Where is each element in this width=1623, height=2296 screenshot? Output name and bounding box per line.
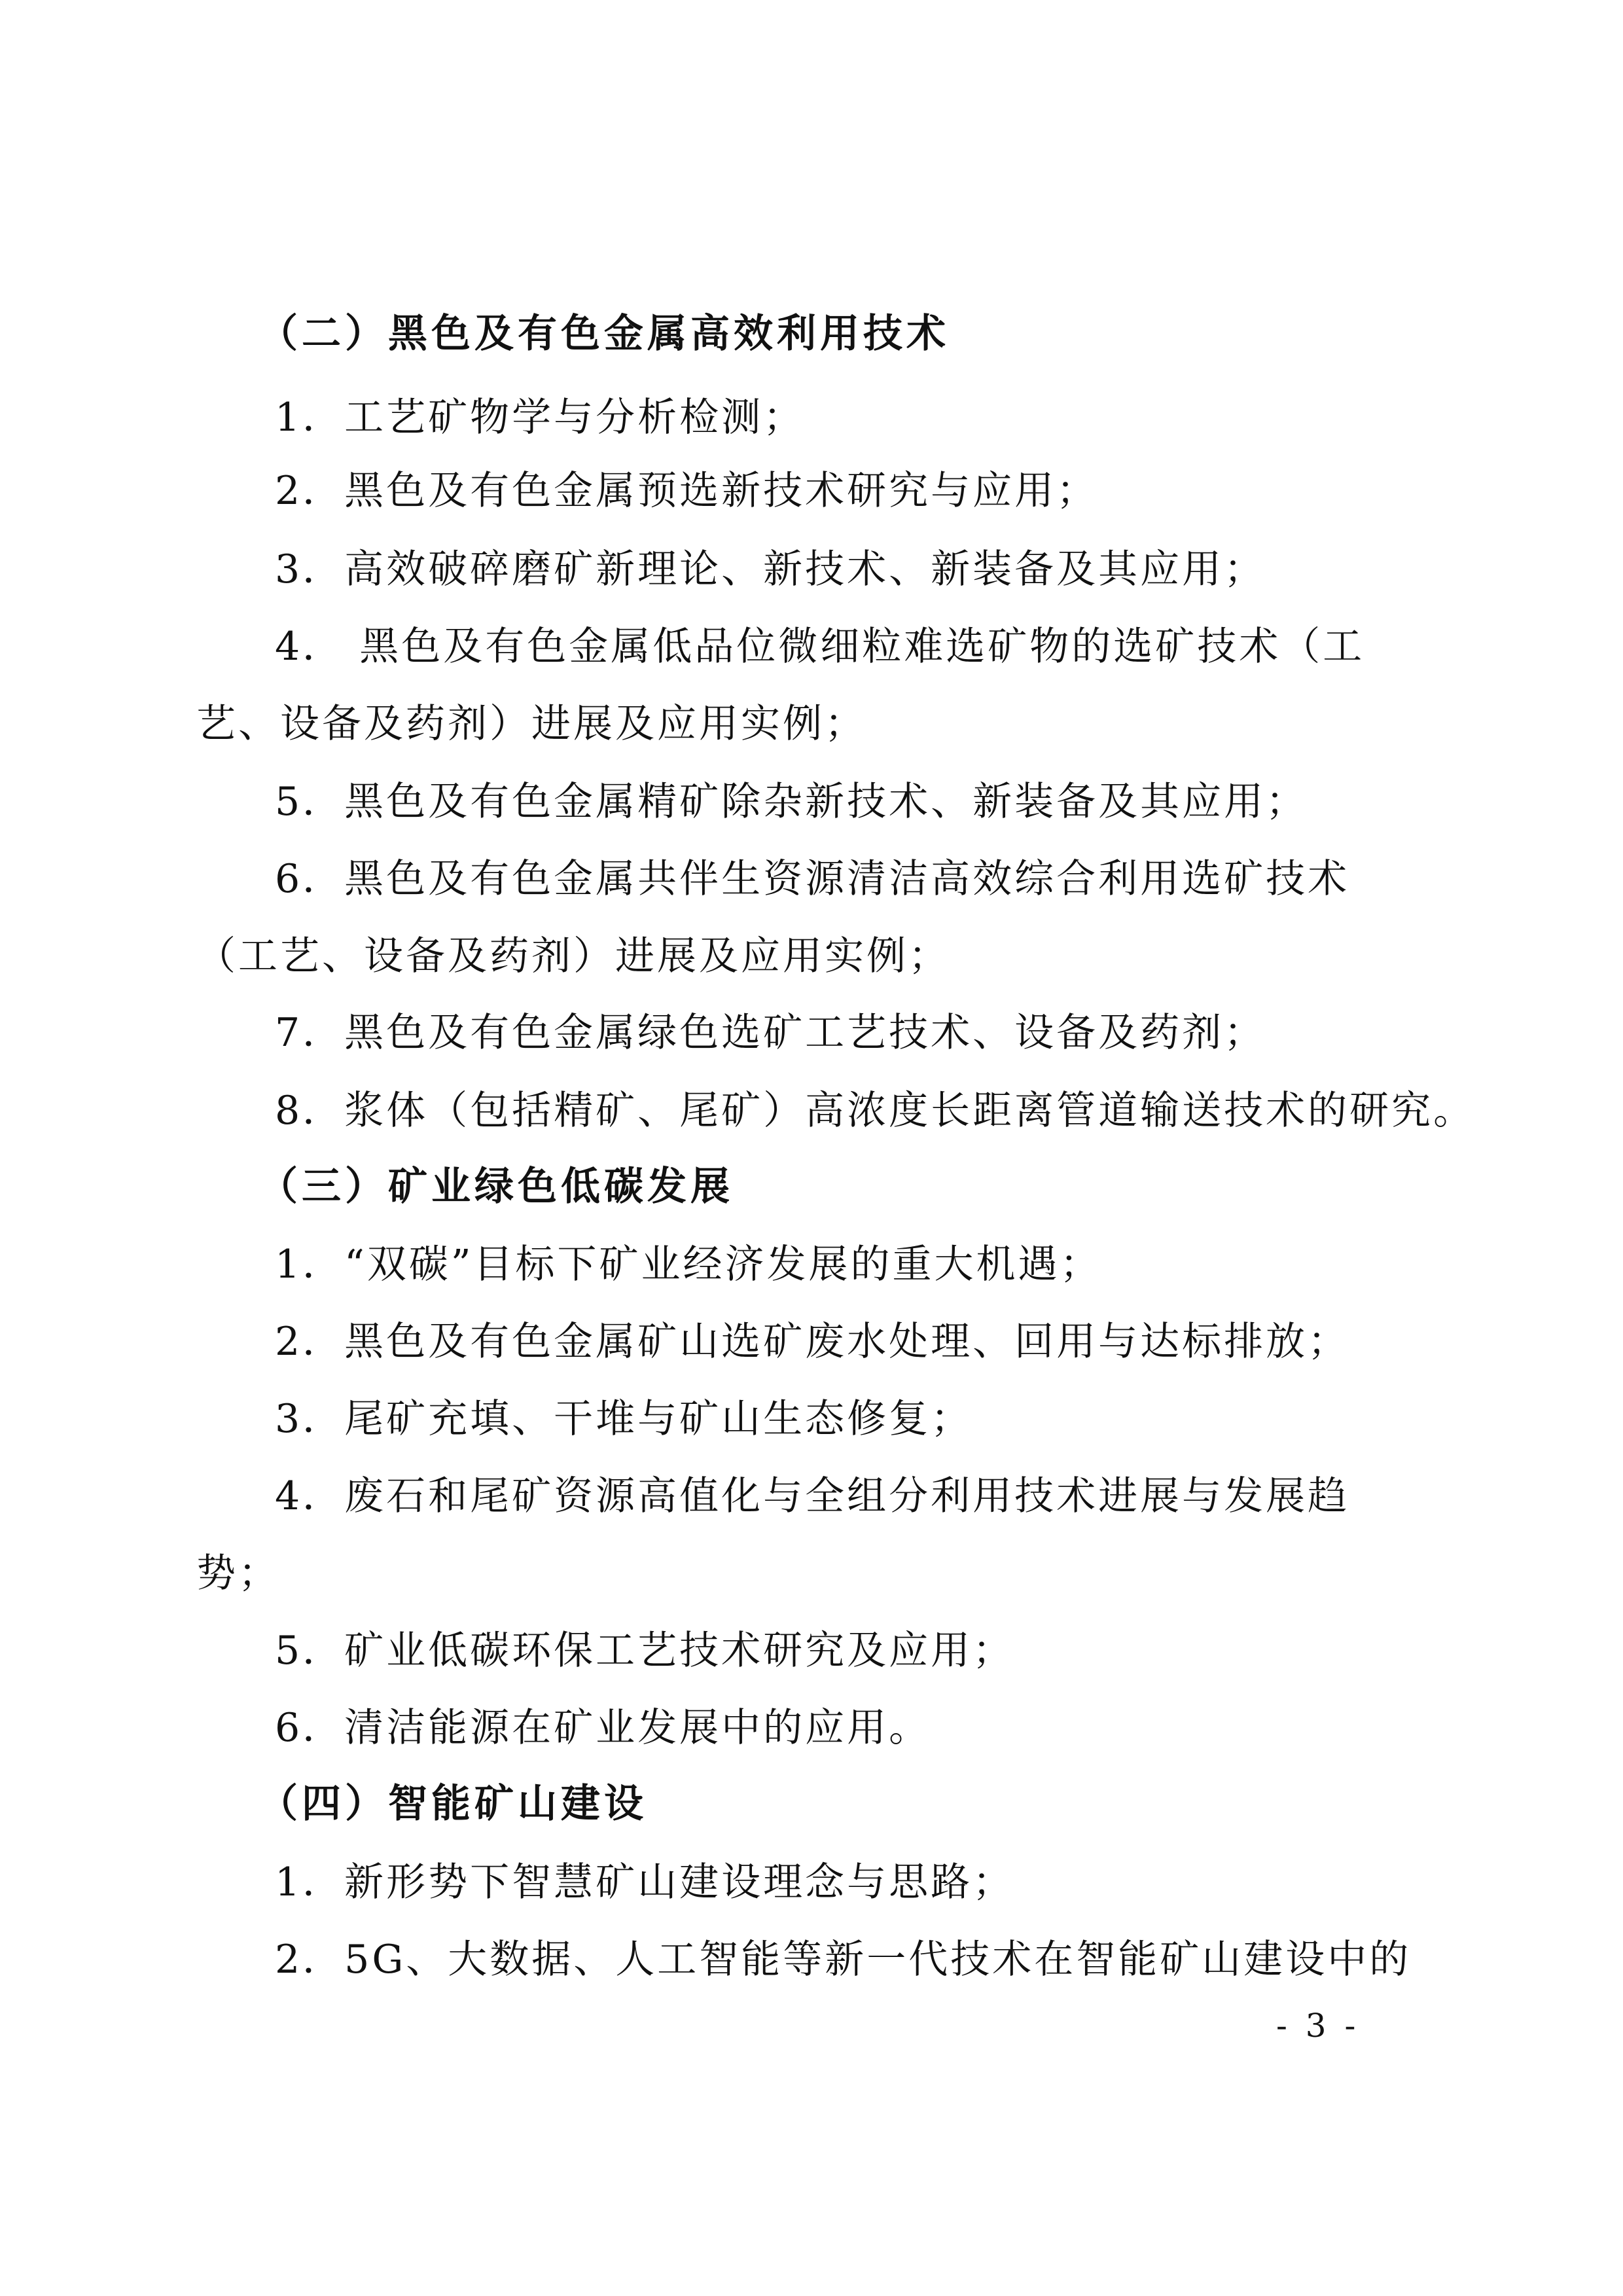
section-heading-3: （三）矿业绿色低碳发展 [259,1164,734,1210]
list-item: 5．矿业低碳环保工艺技术研究及应用； [275,1628,1015,1674]
list-item: 1．新形势下智慧矿山建设理念与思路； [275,1859,1015,1905]
list-item: 1．工艺矿物学与分析检测； [275,395,806,440]
list-item: 4． 黑色及有色金属低品位微细粒难选矿物的选矿技术（工 [275,624,1365,670]
section-heading-2: （二）黑色及有色金属高效利用技术 [259,311,950,357]
list-item: 6．黑色及有色金属共伴生资源清洁高效综合利用选矿技术 [275,856,1350,902]
list-item: 6．清洁能源在矿业发展中的应用。 [275,1705,931,1751]
list-item: 2．黑色及有色金属预选新技术研究与应用； [275,468,1099,514]
list-item-continuation: （工艺、设备及药剂）进展及应用实例； [196,933,950,979]
list-item-continuation: 艺、设备及药剂）进展及应用实例； [196,701,866,747]
page-number: - 3 - [1276,2007,1360,2045]
list-item: 2．5G、大数据、人工智能等新一代技术在智能矿山建设中的 [275,1937,1412,1982]
list-item: 2．黑色及有色金属矿山选矿废水处理、回用与达标排放； [275,1319,1350,1365]
list-item: 5．黑色及有色金属精矿除杂新技术、新装备及其应用； [275,779,1308,825]
list-item: 1．“双碳”目标下矿业经济发展的重大机遇； [275,1242,1102,1287]
list-item: 3．尾矿充填、干堆与矿山生态修复； [275,1396,973,1442]
list-item: 8．浆体（包括精矿、尾矿）高浓度长距离管道输送技术的研究。 [275,1088,1476,1134]
list-item: 3．高效破碎磨矿新理论、新技术、新装备及其应用； [275,547,1266,592]
list-item: 7．黑色及有色金属绿色选矿工艺技术、设备及药剂； [275,1010,1266,1056]
section-heading-4: （四）智能矿山建设 [259,1781,647,1827]
list-item-continuation: 势； [196,1551,280,1596]
list-item: 4．废石和尾矿资源高值化与全组分利用技术进展与发展趋 [275,1473,1350,1519]
